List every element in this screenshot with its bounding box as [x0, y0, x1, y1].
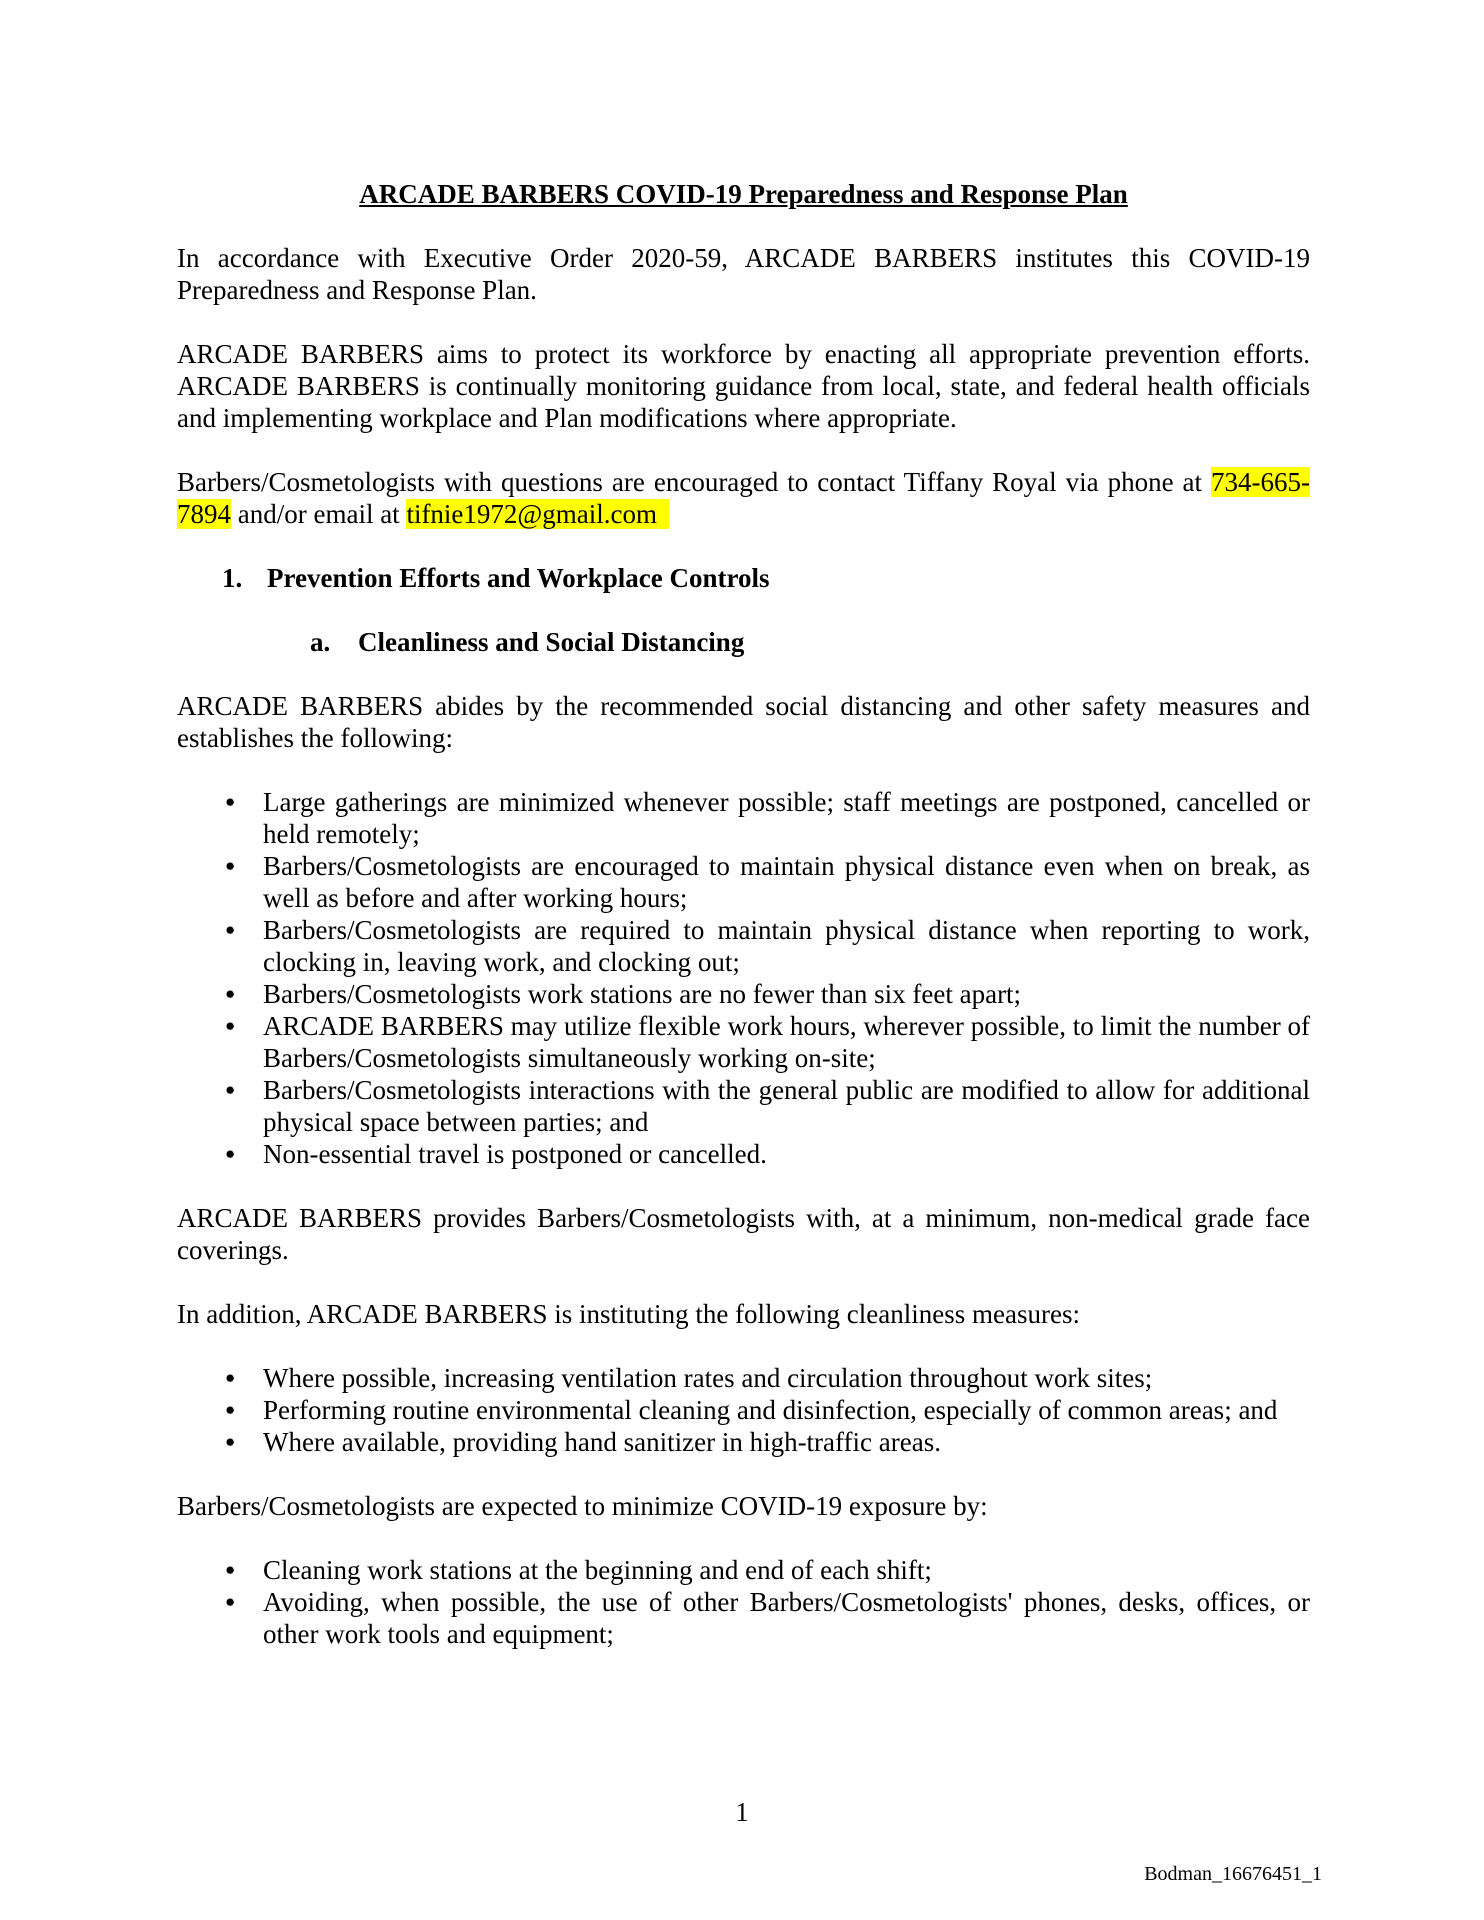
list-item [177, 914, 1310, 978]
list-item [177, 1394, 1310, 1426]
list-item-text: Cleaning work stations at the beginning and end of each shift; [263, 1555, 932, 1585]
list-item [177, 1426, 1310, 1458]
bullet-icon: ● [225, 1400, 236, 1419]
bullet-icon: ● [225, 984, 236, 1003]
heading-text: Prevention Efforts and Workplace Controls [267, 563, 770, 593]
subheading-text: Cleanliness and Social Distancing [358, 627, 745, 657]
paragraph-exposure-intro: Barbers/Cosmetologists are expected to minimize COVID-19 exposure by: [177, 1491, 988, 1521]
list-item [177, 1138, 1310, 1170]
contact-text-pre: Barbers/Cosmetologists with questions are encouraged to contact Tiffany Royal via phone at [177, 467, 1212, 497]
bullet-icon: ● [225, 856, 236, 875]
list-item-text: Avoiding, when possible, the use of other Barbers/Cosmetologists' phones, desks, offices, or other work tools and equipment; [263, 1587, 1310, 1649]
paragraph-contact [177, 466, 1310, 530]
list-item-text: Large gatherings are minimized whenever possible; staff meetings are postponed, cancelled or held remotely; [263, 787, 1310, 849]
list-item [177, 1074, 1310, 1138]
section-heading-prevention [177, 562, 1310, 594]
list-item [177, 1586, 1310, 1650]
document-title-text: ARCADE BARBERS COVID-19 Preparedness and Response Plan [359, 179, 1128, 209]
list-item [177, 1554, 1310, 1586]
list-item [177, 1010, 1310, 1074]
email-highlight: tifnie1972@gmail.com [406, 499, 669, 529]
bullet-list-distancing [177, 786, 1310, 1170]
bullet-icon: ● [225, 1560, 236, 1579]
paragraph-distancing-intro: ARCADE BARBERS abides by the recommended social distancing and other safety measures and establishes the following: [177, 691, 1310, 753]
list-item-text: Barbers/Cosmetologists work stations are no fewer than six feet apart; [263, 979, 1022, 1009]
subheading-letter: a. [310, 627, 331, 657]
bullet-icon: ● [225, 1368, 236, 1387]
bullet-icon: ● [225, 1432, 236, 1451]
list-item [177, 850, 1310, 914]
bullet-icon: ● [225, 920, 236, 939]
paragraph-intro: In accordance with Executive Order 2020-59, ARCADE BARBERS institutes this COVID-19 Preparedness and Response Plan. [177, 243, 1310, 305]
page-number: 1 [735, 1797, 749, 1827]
bullet-list-cleanliness [177, 1362, 1310, 1458]
bullet-icon: ● [225, 1144, 236, 1163]
list-item [177, 786, 1310, 850]
subsection-heading-cleanliness [177, 626, 1310, 658]
paragraph-aims: ARCADE BARBERS aims to protect its workforce by enacting all appropriate prevention efforts. ARCADE BARBERS is continually monitoring guidance from local, state, and federal health officials and implementing workplace and Plan modifications where appropriate. [177, 339, 1310, 433]
list-item [177, 1362, 1310, 1394]
list-item-text: Barbers/Cosmetologists interactions with the general public are modified to allow for additional physical space between parties; and [263, 1075, 1310, 1137]
list-item-text: ARCADE BARBERS may utilize flexible work hours, wherever possible, to limit the number of Barbers/Cosmetologists simultaneously working on-site; [263, 1011, 1310, 1073]
list-item-text: Non-essential travel is postponed or cancelled. [263, 1139, 767, 1169]
document-id: Bodman_16676451_1 [1144, 1863, 1322, 1885]
document-title [177, 178, 1310, 210]
phone-highlight: 734-665-7894 [177, 467, 1310, 529]
contact-text-mid: and/or email at [231, 499, 407, 529]
bullet-icon: ● [225, 1080, 236, 1099]
bullet-icon: ● [225, 1016, 236, 1035]
heading-number: 1. [222, 563, 243, 593]
paragraph-cleanliness-intro: In addition, ARCADE BARBERS is instituting the following cleanliness measures: [177, 1299, 1080, 1329]
paragraph-face-coverings: ARCADE BARBERS provides Barbers/Cosmetologists with, at a minimum, non-medical grade face coverings. [177, 1203, 1310, 1265]
list-item-text: Performing routine environmental cleaning and disinfection, especially of common areas; and [263, 1395, 1278, 1425]
list-item-text: Barbers/Cosmetologists are encouraged to maintain physical distance even when on break, as well as before and after working hours; [263, 851, 1310, 913]
bullet-icon: ● [225, 1592, 236, 1611]
list-item-text: Barbers/Cosmetologists are required to maintain physical distance when reporting to work, clocking in, leaving work, and clocking out; [263, 915, 1310, 977]
list-item-text: Where available, providing hand sanitizer in high-traffic areas. [263, 1427, 941, 1457]
bullet-icon: ● [225, 792, 236, 811]
document-content [177, 178, 1310, 1650]
list-item [177, 978, 1310, 1010]
list-item-text: Where possible, increasing ventilation rates and circulation throughout work sites; [263, 1363, 1153, 1393]
bullet-list-exposure [177, 1554, 1310, 1650]
